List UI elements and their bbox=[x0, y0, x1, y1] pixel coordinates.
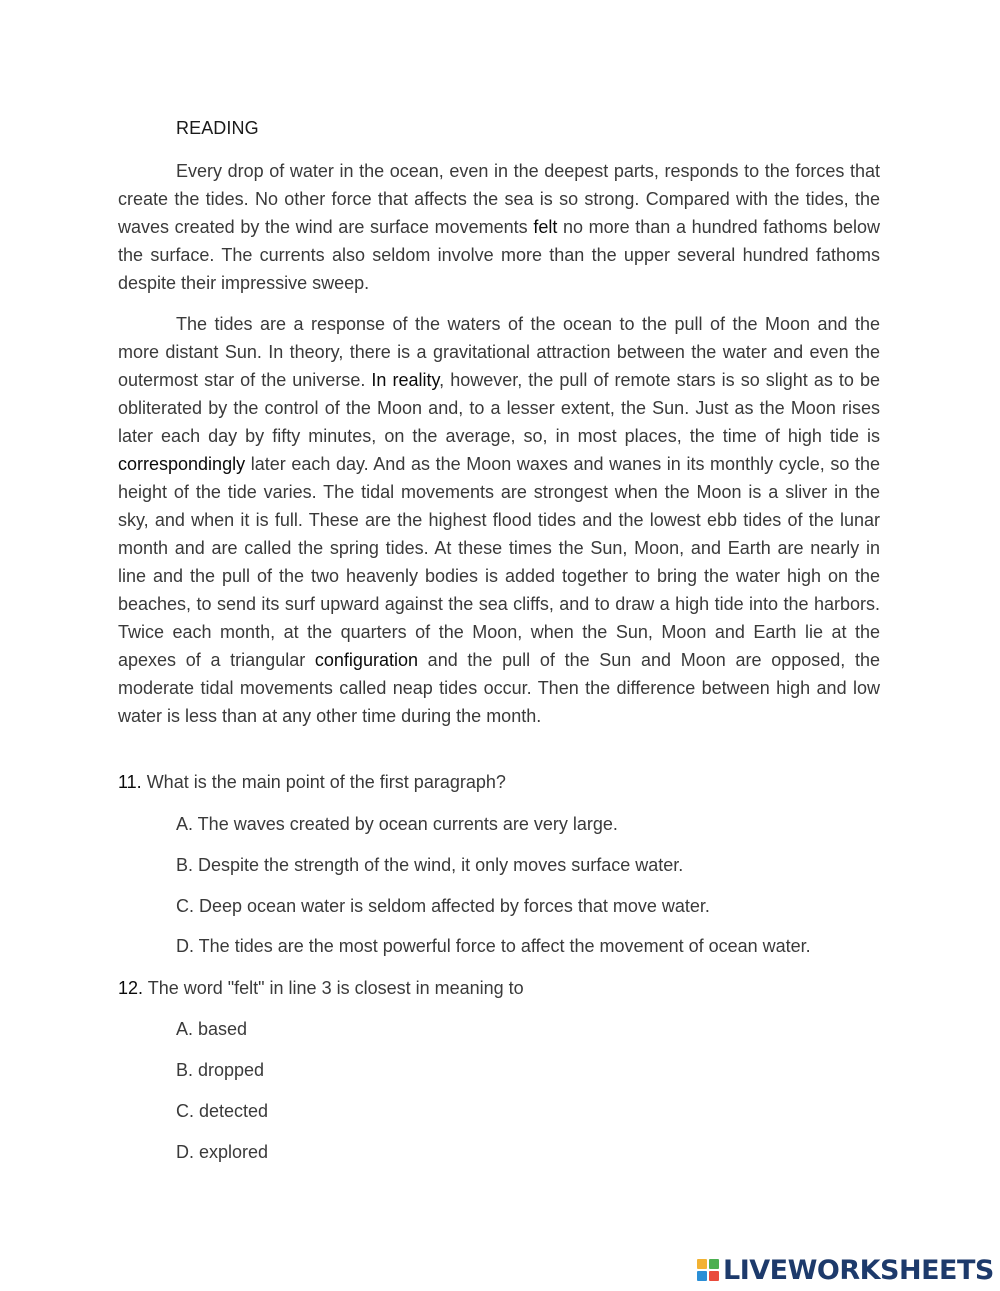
question-number: 12. bbox=[118, 978, 144, 998]
question-text: The word "felt" in line 3 is closest in meaning to bbox=[143, 978, 524, 998]
question-12-option-b[interactable]: B. dropped bbox=[176, 1060, 265, 1080]
logo-block bbox=[709, 1271, 719, 1281]
question-11-option-b[interactable]: B. Despite the strength of the wind, it only moves surface water. bbox=[176, 855, 684, 875]
highlight-word-configuration: configuration bbox=[314, 650, 418, 670]
liveworksheets-logo bbox=[697, 1255, 994, 1285]
question-11 bbox=[118, 772, 506, 793]
question-11-option-c[interactable]: C. Deep ocean water is seldom affected by forces that move water. bbox=[176, 896, 710, 916]
paragraph-2 bbox=[118, 310, 880, 730]
paragraph-1-text-2: no more than a hundred fathoms below the surface. The currents also seldom involve more than the upper several hundred fathoms despite their impressive sweep. bbox=[118, 217, 880, 293]
question-12 bbox=[118, 978, 524, 999]
question-11-option-a[interactable]: A. The waves created by ocean currents are very large. bbox=[176, 814, 618, 834]
highlight-word-in-reality: In reality bbox=[371, 370, 440, 390]
logo-blocks-icon bbox=[697, 1259, 719, 1281]
logo-block bbox=[709, 1259, 719, 1269]
question-12-option-a[interactable]: A. based bbox=[176, 1019, 248, 1039]
logo-block bbox=[697, 1259, 707, 1269]
paragraph-1-text-1: Every drop of water in the ocean, even in the deepest parts, responds to the forces that create the tides. No other force that affects the sea is so strong. Compared with the tides, the waves created by the wind are surface movements bbox=[118, 161, 880, 237]
question-12-option-c[interactable]: C. detected bbox=[176, 1101, 269, 1121]
paragraph-1 bbox=[118, 157, 880, 297]
paragraph-2-text-2: , however, the pull of remote stars is so slight as to be obliterated by the control of the Moon and, to a lesser extent, the Sun. Just as the Moon rises later each day by fifty minutes, on the average, so, in most places, the time of high tide is bbox=[118, 370, 880, 446]
highlight-word-felt: felt bbox=[533, 217, 558, 237]
question-text: What is the main point of the first paragraph? bbox=[141, 772, 506, 792]
question-12-option-d[interactable]: D. explored bbox=[176, 1142, 269, 1162]
paragraph-2-text-3: later each day. And as the Moon waxes and wanes in its monthly cycle, so the height of the tide varies. The tidal movements are strongest when the Moon is a sliver in the sky, and when it is full. These are the highest flood tides and the lowest ebb tides of the lunar month and are called the spring tides. At these times the Sun, Moon, and Earth are nearly in line and the pull of the two heavenly bodies is added together to bring the water high on the beaches, to send its surf upward against the sea cliffs, and to draw a high tide into the harbors. Twice each month, at the quarters of the Moon, when the Sun, Moon and Earth lie at the apexes of a triangular bbox=[118, 454, 880, 670]
question-11-option-d[interactable]: D. The tides are the most powerful force to affect the movement of ocean water. bbox=[176, 936, 811, 956]
logo-block bbox=[697, 1271, 707, 1281]
highlight-word-correspondingly: correspondingly bbox=[118, 454, 246, 474]
question-number: 11. bbox=[118, 772, 142, 792]
reading-heading: READING bbox=[176, 118, 259, 138]
paragraph-2-text-1: The tides are a response of the waters of the ocean to the pull of the Moon and the more distant Sun. In theory, there is a gravitational attraction between the water and even the outermost star of the universe. bbox=[118, 314, 880, 390]
logo-text: LIVEWORKSHEETS bbox=[723, 1254, 994, 1286]
paragraph-2-text-4: and the pull of the Sun and Moon are opposed, the moderate tidal movements called neap tides occur. Then the difference between high and low water is less than at any other time during the month. bbox=[118, 650, 880, 726]
